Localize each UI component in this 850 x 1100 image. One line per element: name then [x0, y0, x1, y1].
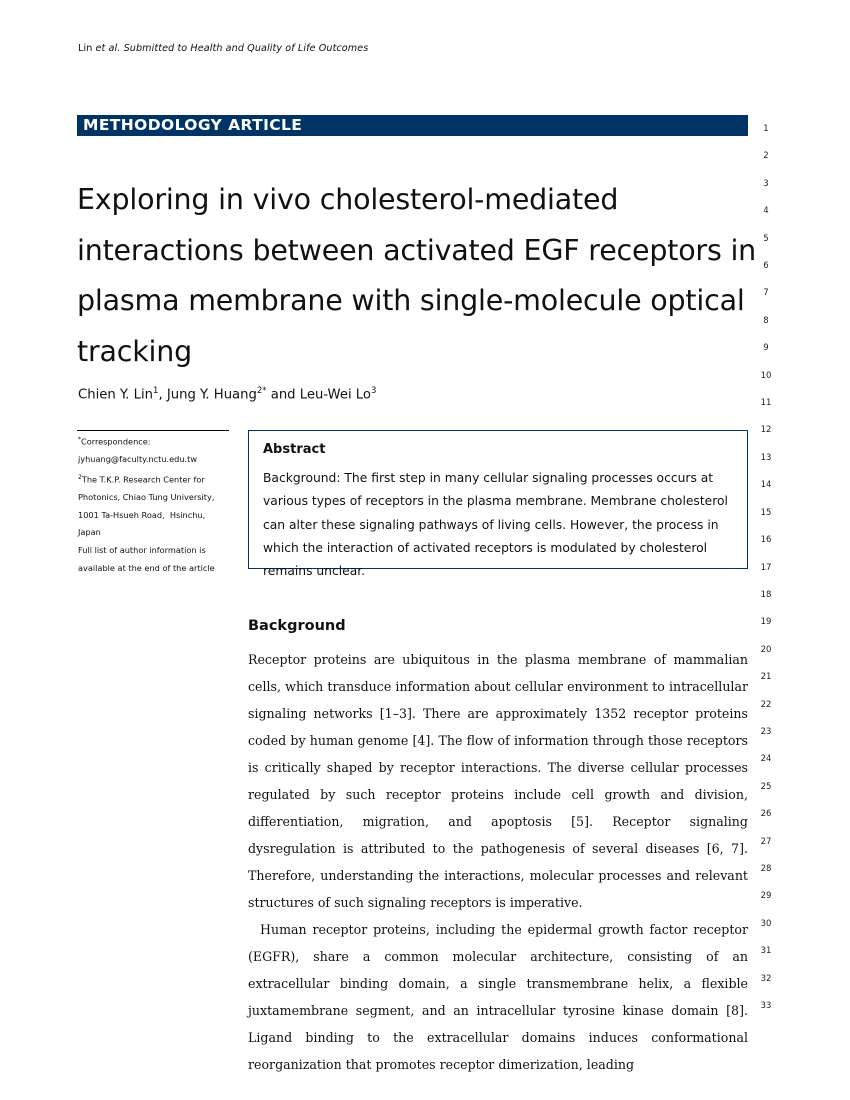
line-number: 28 [760, 863, 772, 874]
line-number: 9 [763, 343, 769, 354]
line-number: 5 [763, 233, 769, 244]
line-number: 24 [760, 754, 772, 765]
line-number: 15 [760, 507, 772, 518]
line-number: 32 [760, 973, 772, 984]
affiliation-text: The T.K.P. Research Center for Photonics, Chiao Tung University, 1001 Ta-Hsueh Road, Hsinchu, Japan [78, 474, 218, 538]
article-type-banner: METHODOLOGY ARTICLE [77, 115, 748, 136]
line-number: 10 [760, 370, 772, 381]
line-number: 14 [760, 480, 772, 491]
line-number: 2 [763, 151, 769, 162]
correspondence-label-line [78, 431, 230, 451]
body-paragraph: Receptor proteins are ubiquitous in the plasma membrane of mammalian cells, which transduce information about cellular environment to intracellular signaling networks [1–3]. There are approximately 1352 receptor proteins coded by human genome [4]. The flow of information through those receptors is critically shaped by receptor interactions. The diverse cellular processes regulated by such receptor proteins include cell growth and division, differentiation, migration, and apoptosis [5]. Receptor signaling dysregulation is attributed to the pathogenesis of several diseases [6, 7]. Therefore, understanding the interactions, molecular processes and relevant structures of such signaling receptors is imperative. [248, 652, 748, 910]
author-separator: and [266, 387, 300, 403]
line-number: 18 [760, 589, 772, 600]
line-number: 26 [760, 809, 772, 820]
abstract-box [248, 430, 748, 579]
line-number: 29 [760, 891, 772, 902]
line-number: 27 [760, 836, 772, 847]
author-affiliation-mark: 2* [256, 386, 267, 396]
line-number: 31 [760, 946, 772, 957]
line-number: 16 [760, 535, 772, 546]
correspondence-mark: * [78, 436, 81, 443]
author-separator: , [158, 387, 167, 403]
correspondence-email[interactable]: jyhuang@faculty.nctu.edu.tw [78, 454, 198, 465]
line-number: 22 [760, 699, 772, 710]
line-number: 7 [763, 288, 769, 299]
line-number: 17 [760, 562, 772, 573]
body-paragraph: Human receptor proteins, including the epidermal growth factor receptor (EGFR), share a common molecular architecture, consisting of an extracellular binding domain, a single transmembrane helix, a flexible juxtamembrane segment, and an intracellular tyrosine kinase domain [8]. Ligand binding to the extracellular domains induces conformational reorganization that promotes receptor dimerization, leading [248, 922, 748, 1072]
running-header-authors: Lin [78, 43, 96, 54]
line-number: 25 [760, 781, 772, 792]
article-title: Exploring in vivo cholesterol-mediated interactions between activated EGF receptors in plasma membrane with single-molecule optical tracking [77, 183, 757, 368]
affiliation-mark: 2 [78, 473, 82, 481]
author-name: Leu-Wei Lo [299, 387, 371, 403]
line-number-column [756, 116, 776, 1020]
line-number: 4 [763, 206, 769, 217]
background-heading: Background [248, 618, 346, 634]
author-affiliation-mark: 1 [153, 386, 159, 396]
line-number: 21 [760, 672, 772, 683]
author-affiliation-mark: 3 [370, 386, 377, 396]
author-name: Chien Y. Lin [78, 387, 154, 403]
line-number: 33 [760, 1001, 772, 1011]
author-info-note: Full list of author information is available at the end of the article [78, 545, 215, 573]
running-header-journal: et al. Submitted to Health and Quality of Life Outcomes [95, 43, 369, 54]
line-number: 1 [763, 124, 769, 134]
affiliation-note [78, 469, 230, 542]
background-body [248, 646, 748, 1078]
running-header [78, 43, 368, 54]
author-name: Jung Y. Huang [166, 387, 257, 403]
line-number: 23 [760, 726, 772, 737]
line-number: 8 [763, 315, 769, 326]
correspondence-label: Correspondence: [81, 436, 151, 447]
author-list [78, 386, 376, 402]
correspondence-notes [78, 431, 230, 577]
abstract-text: Background: The first step in many cellular signaling processes occurs at various types of receptors in the plasma membrane. Membrane cholesterol can alter these signaling pathways of living cells. However, the process in which the interaction of activated receptors is modulated by cholesterol remains unclear. [263, 471, 728, 579]
line-number: 11 [760, 398, 772, 409]
line-number: 20 [760, 644, 772, 655]
line-number: 3 [763, 178, 769, 189]
line-number: 30 [760, 918, 772, 929]
line-number: 12 [760, 425, 772, 436]
line-number: 13 [760, 452, 772, 463]
line-number: 19 [760, 617, 772, 628]
line-number: 6 [763, 261, 769, 272]
abstract-heading: Abstract [263, 442, 326, 457]
